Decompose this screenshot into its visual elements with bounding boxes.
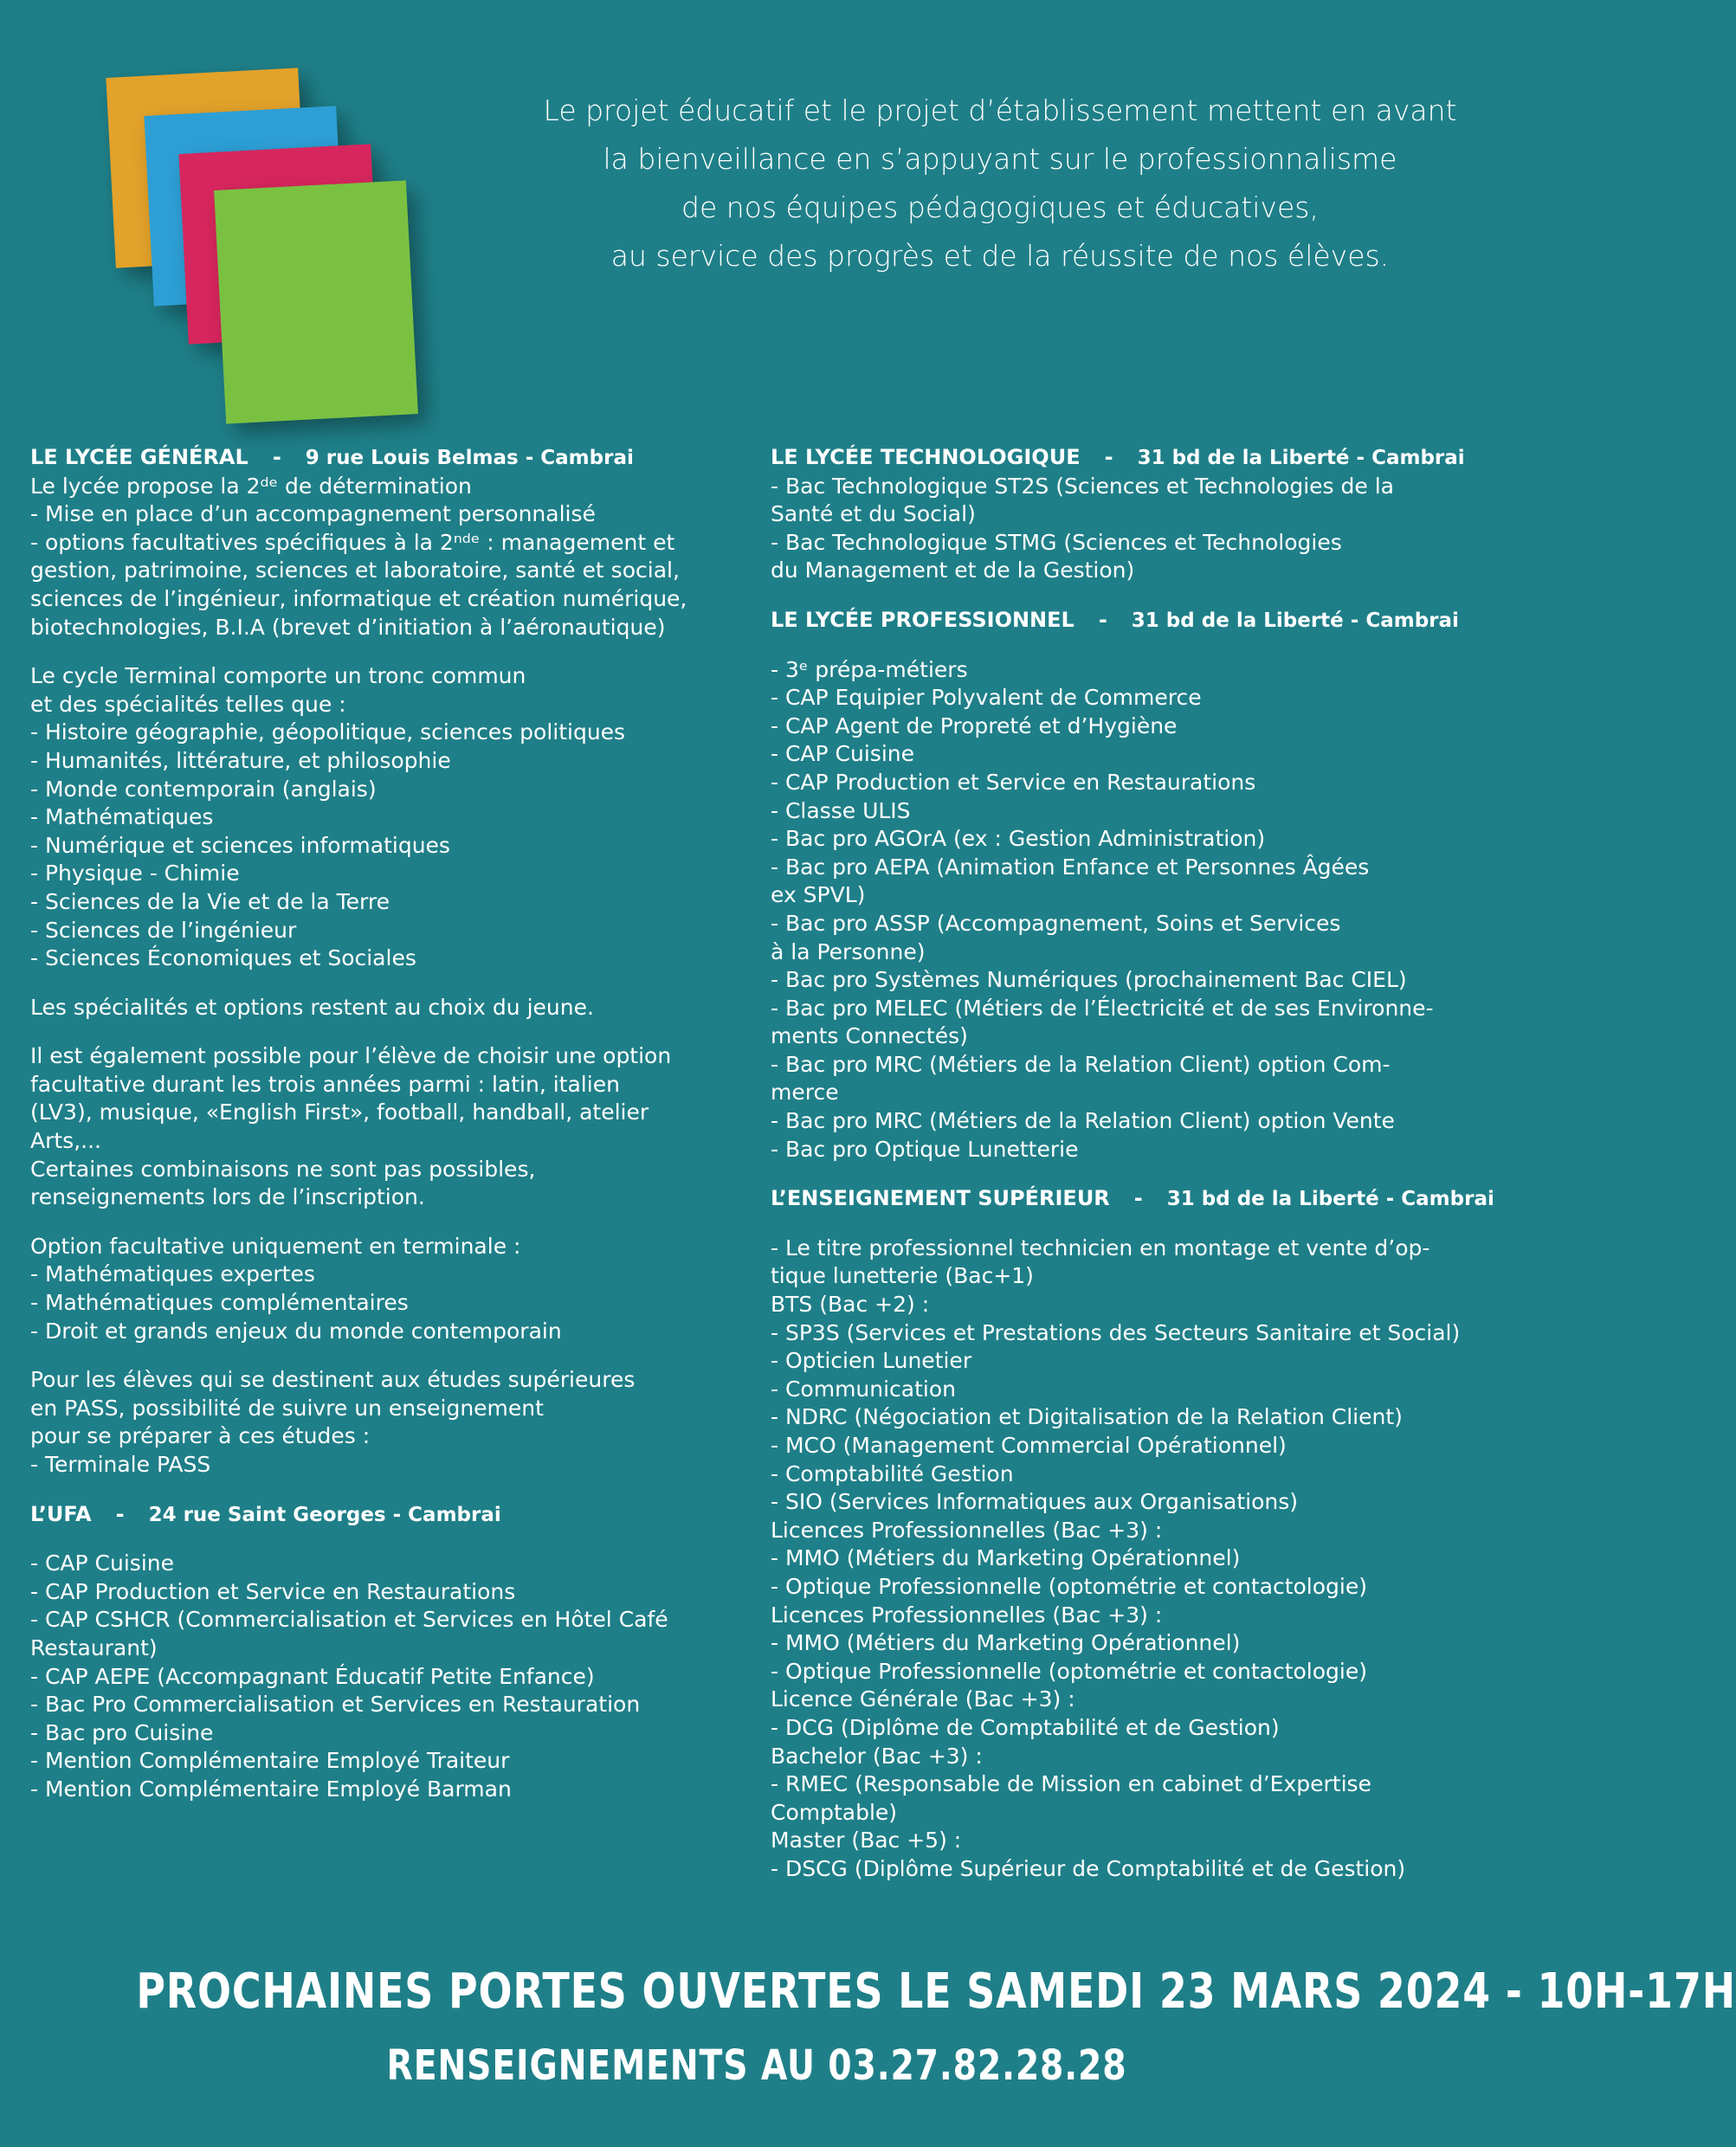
section-line: - Histoire géographie, géopolitique, sciences politiques [30,719,626,745]
section-line: - Mathématiques [30,804,214,830]
intro-text [520,87,1481,280]
section-line: - Bac Technologique STMG (Sciences et Technologies [771,529,1342,555]
section-line: Option facultative uniquement en terminale : [30,1233,521,1259]
section-line: tique lunetterie (Bac+1) [771,1263,1034,1289]
section-line: en PASS, possibilité de suivre un enseignement [30,1395,544,1421]
section-line: - Humanités, littérature, et philosophie [30,747,451,773]
blank-line [30,1212,740,1233]
section-line: - Opticien Lunetier [771,1348,972,1374]
section-line: - RMEC (Responsable de Mission en cabinet d’Expertise [771,1771,1371,1797]
section-line: - Bac pro Optique Lunetterie [771,1136,1079,1162]
section-line: - CAP Production et Service en Restaurations [771,769,1256,795]
section-line: Certaines combinaisons ne sont pas possibles, [30,1156,536,1182]
section-address: 31 bd de la Liberté - Cambrai [1137,447,1465,469]
section-line: pour se préparer à ces études : [30,1423,371,1449]
section-line: - CAP Equipier Polyvalent de Commerce [771,685,1202,711]
left-column [30,443,740,1804]
section-heading [771,606,1494,635]
section-line: - Bac Technologique ST2S (Sciences et Technologies de la [771,473,1394,499]
blank-line [30,1529,740,1550]
section-techno [771,443,1494,585]
section-line: - Terminale PASS [30,1452,211,1477]
section-line: - CAP Cuisine [771,741,914,767]
blank-line [30,1022,740,1042]
section-separator: - [1098,607,1107,632]
section-line: - Sciences Économiques et Sociales [30,945,416,971]
section-line: - Sciences de l’ingénieur [30,917,297,943]
section-line: - Optique Professionnelle (optométrie et contactologie) [771,1573,1368,1599]
section-line: sciences de l’ingénieur, informatique et création numérique, [30,585,687,611]
section-line: Arts,... [30,1128,101,1154]
section-title: L’ENSEIGNEMENT SUPÉRIEUR [771,1186,1110,1211]
section-heading [30,443,740,473]
section-line: - CAP CSHCR (Commercialisation et Services en Hôtel Café [30,1607,668,1633]
section-line: - Droit et grands enjeux du monde contemporain [30,1318,562,1344]
section-line: - Bac pro MRC (Métiers de la Relation Client) option Vente [771,1108,1395,1134]
section-line: ex SPVL) [771,882,866,908]
section-line: - MMO (Métiers du Marketing Opérationnel) [771,1545,1241,1571]
section-title: L’UFA [30,1501,92,1526]
section-line: - DCG (Diplôme de Comptabilité et de Gestion) [771,1714,1280,1740]
section-title: LE LYCÉE PROFESSIONNEL [771,607,1075,632]
section-line: - Bac pro Cuisine [30,1719,214,1745]
section-line: - Sciences de la Vie et de la Terre [30,888,390,914]
contact-banner: RENSEIGNEMENTS AU 03.27.82.28.28 [386,2041,1127,2090]
section-line: du Management et de la Gestion) [771,558,1135,583]
section-line: - Bac pro MELEC (Métiers de l’Électricité et de ses Environne- [771,995,1434,1021]
section-line: - Mise en place d’un accompagnement personnalisé [30,501,596,527]
section-line: - Bac pro ASSP (Accompagnement, Soins et Services [771,910,1341,936]
section-sup [771,1184,1494,1883]
section-line: - Le titre professionnel technicien en montage et vente d’op- [771,1235,1430,1260]
section-line: - CAP Cuisine [30,1551,174,1576]
section-line: et des spécialités telles que : [30,691,346,717]
section-line: - Mathématiques complémentaires [30,1290,409,1316]
intro-line: de nos équipes pédagogiques et éducatives, [681,190,1319,224]
section-line: - NDRC (Négociation et Digitalisation de la Relation Client) [771,1404,1403,1430]
section-line: Licences Professionnelles (Bac +3) : [771,1517,1163,1543]
section-line: - CAP Production et Service en Restaurations [30,1578,516,1604]
section-line: - Monde contemporain (anglais) [30,776,377,802]
intro-line: la bienveillance en s’appuyant sur le professionnalisme [603,142,1397,176]
section-line: - CAP Agent de Propreté et d’Hygiène [771,712,1178,738]
section-line: - options facultatives spécifiques à la 2ⁿᵈᵉ : management et [30,529,675,555]
section-title: LE LYCÉE TECHNOLOGIQUE [771,445,1081,469]
section-line: ments Connectés) [771,1023,968,1049]
section-heading [771,1184,1494,1214]
section-line: - Mention Complémentaire Employé Traiteur [30,1748,510,1774]
section-line: renseignements lors de l’inscription. [30,1184,425,1210]
section-line: Il est également possible pour l’élève de choisir une option [30,1043,672,1069]
section-line: (LV3), musique, «English First», football, handball, atelier [30,1099,649,1125]
blank-line [30,642,740,662]
section-address: 9 rue Louis Belmas - Cambrai [305,447,634,469]
section-line: - SIO (Services Informatiques aux Organisations) [771,1489,1299,1515]
section-line: merce [771,1080,839,1106]
section-line: - Mathématiques expertes [30,1261,315,1287]
blank-line [30,1345,740,1366]
section-line: - Bac pro Systèmes Numériques (prochainement Bac CIEL) [771,967,1407,993]
section-line: - Bac pro AEPA (Animation Enfance et Personnes Âgées [771,854,1370,880]
open-days-banner: PROCHAINES PORTES OUVERTES LE SAMEDI 23 MARS 2024 - 10H-17H [136,1963,1736,2020]
section-line: - Classe ULIS [771,797,911,823]
blank-line [771,635,1494,656]
section-heading [771,443,1494,473]
section-line: - Optique Professionnelle (optométrie et contactologie) [771,1658,1368,1684]
section-line: - Numérique et sciences informatiques [30,832,450,858]
section-separator: - [1133,1186,1143,1211]
section-line: à la Personne) [771,938,926,964]
section-separator: - [115,1501,125,1526]
section-line: - Physique - Chimie [30,861,240,887]
section-address: 31 bd de la Liberté - Cambrai [1166,1188,1494,1211]
section-title: LE LYCÉE GÉNÉRAL [30,445,248,469]
section-separator: - [1104,445,1113,469]
section-line: Santé et du Social) [771,501,976,527]
right-column [771,443,1494,1884]
section-line: - 3ᵉ prépa-métiers [771,656,968,682]
section-line: Le cycle Terminal comporte un tronc commun [30,663,526,689]
section-line: - SP3S (Services et Prestations des Secteurs Sanitaire et Social) [771,1319,1461,1345]
section-line: - MCO (Management Commercial Opérationnel) [771,1433,1287,1458]
section-line: - Bac Pro Commercialisation et Services en Restauration [30,1692,641,1718]
section-line: - Bac pro MRC (Métiers de la Relation Client) option Com- [771,1051,1391,1077]
section-separator: - [272,445,281,469]
section-line: - DSCG (Diplôme Supérieur de Comptabilité et de Gestion) [771,1855,1406,1881]
section-line: - Comptabilité Gestion [771,1460,1014,1486]
blank-line [30,973,740,994]
section-line: - Mention Complémentaire Employé Barman [30,1776,512,1802]
section-line: BTS (Bac +2) : [771,1292,930,1318]
section-address: 24 rue Saint Georges - Cambrai [148,1503,501,1526]
blank-line [771,1214,1494,1235]
section-address: 31 bd de la Liberté - Cambrai [1131,609,1459,632]
section-line: Licences Professionnelles (Bac +3) : [771,1602,1163,1628]
section-line: Le lycée propose la 2ᵈᵉ de détermination [30,473,472,499]
green-sheet [214,180,418,423]
section-line: Les spécialités et options restent au choix du jeune. [30,994,594,1020]
section-line: facultative durant les trois années parmi : latin, italien [30,1071,620,1097]
section-line: - MMO (Métiers du Marketing Opérationnel) [771,1630,1241,1656]
section-line: Pour les élèves qui se destinent aux études supérieures [30,1367,636,1393]
section-line: Comptable) [771,1799,898,1825]
section-line: - CAP AEPE (Accompagnant Éducatif Petite Enfance) [30,1663,595,1689]
section-ufa [30,1500,740,1804]
stacked-sheets-logo [104,69,433,398]
intro-line: Le projet éducatif et le projet d’établissement mettent en avant [543,93,1457,127]
section-line: gestion, patrimoine, sciences et laboratoire, santé et social, [30,558,680,583]
section-line: Bachelor (Bac +3) : [771,1743,983,1769]
section-heading [30,1500,740,1530]
section-line: - Communication [771,1376,957,1402]
section-line: biotechnologies, B.I.A (brevet d’initiation à l’aéronautique) [30,614,666,640]
intro-line: au service des progrès et de la réussite de nos élèves. [610,239,1390,273]
section-line: Master (Bac +5) : [771,1828,962,1854]
section-pro [771,606,1494,1164]
section-line: Licence Générale (Bac +3) : [771,1686,1075,1712]
section-general [30,443,740,1480]
section-line: - Bac pro AGOrA (ex : Gestion Administration) [771,826,1266,852]
section-line: Restaurant) [30,1634,158,1660]
